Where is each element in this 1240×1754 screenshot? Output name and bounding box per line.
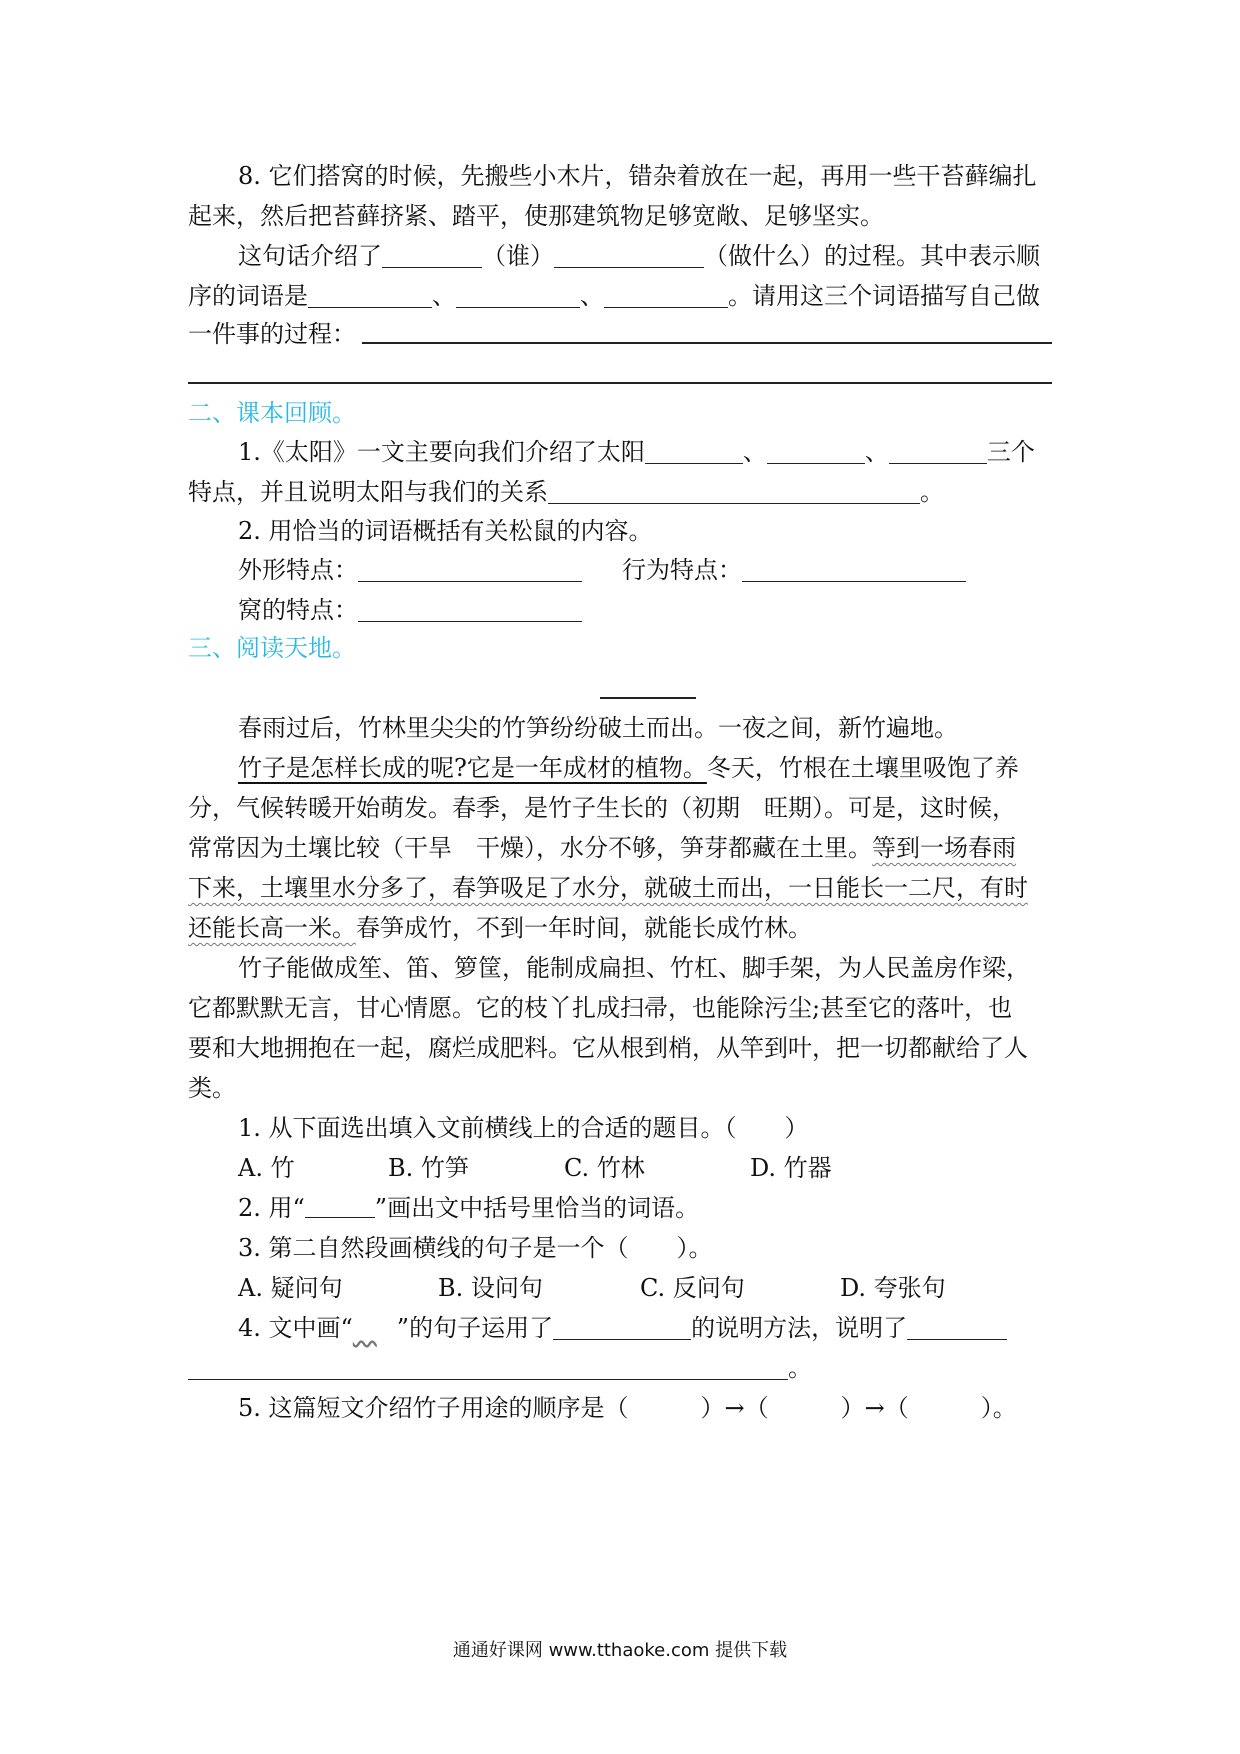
wavy-sentence-part2: 下来，土壤里水分多了，春笋吸足了水分，就破土而出，一日能长一二尺，有时 [188, 874, 1028, 902]
underline-sample [305, 1191, 375, 1218]
r1-option-b[interactable]: B. 竹笋 [388, 1154, 469, 1182]
section2-heading: 二、课本回顾。 [188, 399, 356, 427]
s2-nest-row: 窝的特点： [238, 590, 582, 630]
blank-method[interactable] [553, 1309, 691, 1340]
underlined-sentence: 竹子是怎样长成的呢?它是一年成材的植物。 [238, 754, 707, 782]
r1-option-a[interactable]: A. 竹 [238, 1154, 295, 1182]
r4-line2: 。 [188, 1348, 812, 1388]
answer-line-2[interactable] [188, 382, 1052, 384]
q8-line4: 序的词语是 、 、 。请用这三个词语描写自己做 [188, 276, 1040, 316]
wavy-sample [353, 1310, 397, 1336]
blank-what[interactable] [554, 237, 704, 268]
r4-question: 4. 文中画“ ”的句子运用了 的说明方法，说明了 [238, 1308, 1007, 1348]
p3-line4: 类。 [188, 1074, 236, 1102]
s2-q1-line2: 特点，并且说明太阳与我们的关系 。 [188, 472, 944, 512]
section3-heading: 三、阅读天地。 [188, 634, 356, 662]
s2-q2: 2. 用恰当的词语概括有关松鼠的内容。 [238, 517, 653, 545]
s2-shape-row: 外形特点： [238, 550, 582, 590]
r1-option-d[interactable]: D. 竹器 [750, 1154, 832, 1182]
blank-sun-3[interactable] [889, 433, 987, 464]
r1-question: 1. 从下面选出填入文前横线上的合适的题目。（ ） [238, 1114, 809, 1142]
q8-line1: 8. 它们搭窝的时候，先搬些小木片，错杂着放在一起，再用一些干苔藓编扎 [238, 162, 1037, 190]
blank-order-2[interactable] [456, 277, 580, 308]
r2-question: 2. 用“ ”画出文中括号里恰当的词语。 [238, 1188, 699, 1228]
blank-explain-1[interactable] [907, 1309, 1007, 1340]
q8-line3: 这句话介绍了 （谁） （做什么）的过程。其中表示顺 [238, 236, 1040, 276]
blank-order-3[interactable] [604, 277, 728, 308]
p3-line1: 竹子能做成笙、笛、箩筐，能制成扁担、竹杠、脚手架，为人民盖房作梁， [238, 954, 1030, 982]
p3-line3: 要和大地拥抱在一起，腐烂成肥料。它从根到梢，从竿到叶，把一切都献给了人 [188, 1034, 1028, 1062]
p2-line3: 常常因为土壤比较（干旱 干燥），水分不够，笋芽都藏在土里。等到一场春雨 [188, 834, 1016, 862]
footer: 通通好课网 www.tthaoke.com 提供下载 [452, 1640, 788, 1661]
answer-line-1[interactable] [362, 342, 1052, 344]
r3-question: 3. 第二自然段画横线的句子是一个（ ）。 [238, 1234, 713, 1262]
wavy-sentence-part3: 还能长高一米。 [188, 914, 356, 942]
blank-sun-2[interactable] [767, 433, 865, 464]
blank-behavior[interactable] [742, 551, 966, 582]
s2-q1-line1: 1.《太阳》一文主要向我们介绍了太阳 、 、 三个 [238, 432, 1035, 472]
p3-line2: 它都默默无言，甘心情愿。它的枝丫扎成扫帚，也能除污尘;甚至它的落叶，也 [188, 994, 1013, 1022]
blank-order-1[interactable] [308, 277, 432, 308]
p2-line1: 竹子是怎样长成的呢?它是一年成材的植物。冬天，竹根在土壤里吸饱了养 [238, 754, 1019, 782]
r3-option-a[interactable]: A. 疑问句 [238, 1274, 343, 1302]
blank-explain-2[interactable] [188, 1349, 788, 1380]
p2-line5: 还能长高一米。春笋成竹，不到一年时间，就能长成竹林。 [188, 914, 812, 942]
q8-line2: 起来，然后把苔藓挤紧、踏平，使那建筑物足够宽敞、足够坚实。 [188, 202, 884, 230]
r3-option-d[interactable]: D. 夸张句 [840, 1274, 946, 1302]
p2-line4 [188, 868, 1028, 908]
r1-option-c[interactable]: C. 竹林 [564, 1154, 645, 1182]
blank-who[interactable] [382, 237, 482, 268]
s2-behavior-row: 行为特点： [622, 550, 966, 590]
p2-line2: 分，气候转暖开始萌发。春季，是竹子生长的（初期 旺期）。可是，这时候， [188, 794, 1016, 822]
r5-question: 5. 这篇短文介绍竹子用途的顺序是（ ）→（ ）→（ ）。 [238, 1394, 1017, 1422]
title-blank[interactable] [600, 697, 696, 699]
r3-option-b[interactable]: B. 设问句 [438, 1274, 543, 1302]
wavy-sentence-part1: 等到一场春雨 [872, 834, 1016, 862]
blank-shape[interactable] [358, 551, 582, 582]
blank-nest[interactable] [358, 591, 582, 622]
q8-line5: 一件事的过程： [188, 320, 356, 348]
blank-sun-1[interactable] [645, 433, 743, 464]
r3-option-c[interactable]: C. 反问句 [640, 1274, 745, 1302]
blank-sun-relation[interactable] [548, 473, 920, 504]
p1: 春雨过后，竹林里尖尖的竹笋纷纷破土而出。一夜之间，新竹遍地。 [238, 714, 958, 742]
